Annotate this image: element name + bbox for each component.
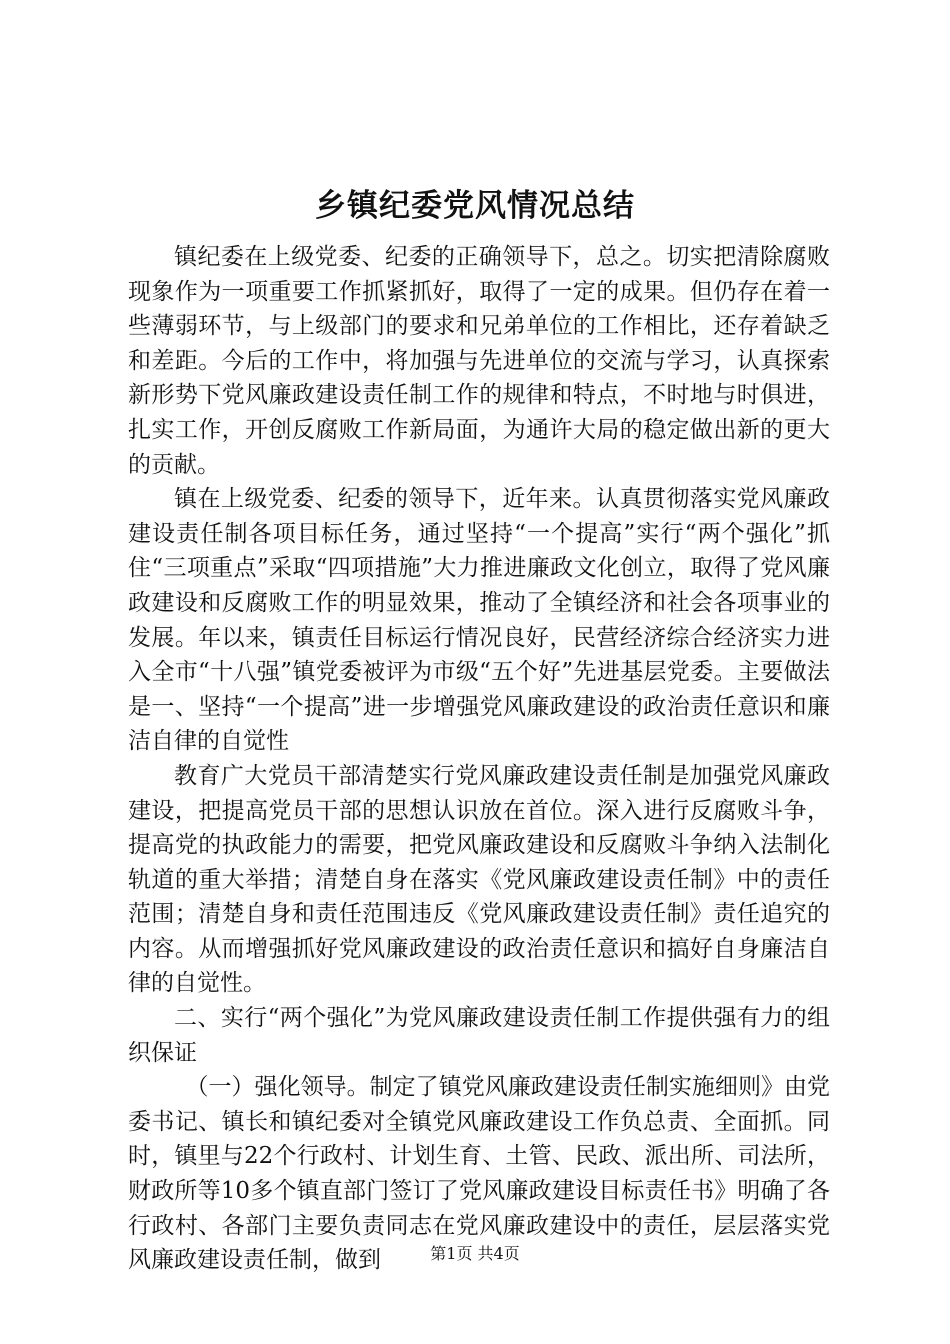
paragraph-3: 教育广大党员干部清楚实行党风廉政建设责任制是加强党风廉政建设，把提高党员干部的思想认识放在首位。深入进行反腐败斗争，提高党的执政能力的需要，把党风廉政建设和反腐败斗争纳入法制化轨道的重大举措；清楚自身在落实《党风廉政建设责任制》中的责任范围；清楚自身和责任范围违反《党风廉政建设责任制》责任追究的内容。从而增强抓好党风廉政建设的政治责任意识和搞好自身廉洁自律的自觉性。 <box>128 762 830 997</box>
paragraph-2: 镇在上级党委、纪委的领导下，近年来。认真贯彻落实党风廉政建设责任制各项目标任务，通过坚持“一个提高”实行“两个强化”抓住“三项重点”采取“四项措施”大力推进廉政文化创立，取得了党风廉政建设和反腐败工作的明显效果，推动了全镇经济和社会各项事业的发展。年以来，镇责任目标运行情况良好，民营经济综合经济实力进入全市“十八强”镇党委被评为市级“五个好”先进基层党委。主要做法是一、坚持“一个提高”进一步增强党风廉政建设的政治责任意识和廉洁自律的自觉性 <box>128 486 830 755</box>
paragraph-4: 二、实行“两个强化”为党风廉政建设责任制工作提供强有力的组织保证 <box>128 1005 830 1066</box>
paragraph-5: （一）强化领导。制定了镇党风廉政建设责任制实施细则》由党委书记、镇长和镇纪委对全镇党风廉政建设工作负总责、全面抓。同时，镇里与22个行政村、计划生育、土管、民政、派出所、司法所，财政所等10多个镇直部门签订了党风廉政建设目标责任书》明确了各行政村、各部门主要负责同志在党风廉政建设中的责任，层层落实党风廉政建设责任制，做到 <box>128 1074 830 1274</box>
document-title: 乡镇纪委党风情况总结 <box>315 188 635 224</box>
page-number: 第1页 共4页 <box>430 1244 520 1263</box>
paragraph-1: 镇纪委在上级党委、纪委的正确领导下，总之。切实把清除腐败现象作为一项重要工作抓紧抓好，取得了一定的成果。但仍存在着一些薄弱环节，与上级部门的要求和兄弟单位的工作相比，还存着缺乏和差距。今后的工作中，将加强与先进单位的交流与学习，认真探索新形势下党风廉政建设责任制工作的规律和特点，不时地与时俱进，扎实工作，开创反腐败工作新局面，为通许大局的稳定做出新的更大的贡献。 <box>128 244 830 478</box>
document-body <box>128 240 830 1278</box>
